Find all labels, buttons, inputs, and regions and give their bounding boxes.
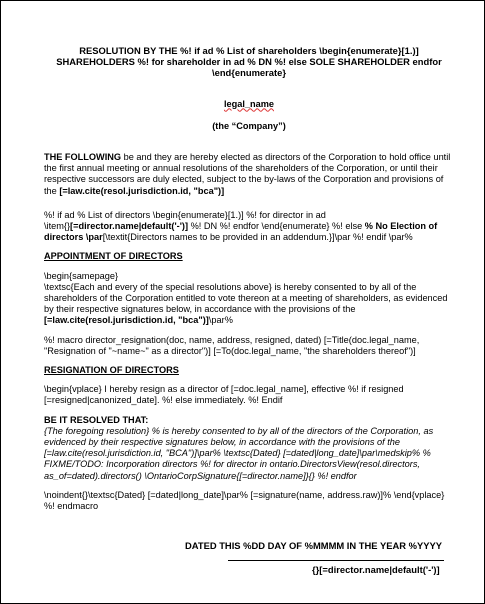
resolution-title (44, 45, 454, 79)
appointment-cite-tail: \par% (208, 315, 233, 326)
company-label: (the “Company”) (212, 120, 286, 131)
directors-block (44, 210, 454, 244)
director-signature-name: {}[=director.name|default('-')] (312, 564, 440, 575)
appointment-heading: APPOINTMENT OF DIRECTORS (44, 251, 183, 262)
directors-line-2e: [\textit{Directors names to be provided in an addendum.}]\par %! endif \par% (102, 232, 413, 243)
title-line-2: SHAREHOLDERS %! for shareholder in ad % DN %! else SOLE SHAREHOLDER endfor (56, 56, 442, 68)
resignation-heading: RESIGNATION OF DIRECTORS (44, 365, 179, 376)
directors-line-2a: \item{} (44, 221, 71, 232)
dated-line: DATED THIS %DD DAY OF %MMMM IN THE YEAR %YYYY (185, 540, 442, 551)
following-paragraph (44, 152, 454, 197)
following-lead: THE FOLLOWING (44, 152, 122, 163)
title-line-3: \end{enumerate} (212, 67, 286, 79)
directors-line-1: %! if ad % List of directors \begin{enumerate}[1.)] %! for director in ad (44, 209, 326, 220)
resolved-heading: BE IT RESOLVED THAT: (44, 414, 149, 425)
document-body (44, 45, 454, 512)
appointment-text: \textsc{Each and every of the special resolutions above} is hereby consented to by all of the shareholders of the Corporation entitled to vote thereon at a meeting of shareholders, as evidenced by their respective signatures below, in accordance with the provisions of the (44, 281, 448, 315)
appointment-begin: \begin{samepage} (44, 270, 119, 281)
directors-line-2c: %! DN %! endfor \end{enumerate} %! else (188, 221, 365, 232)
signature-line (228, 560, 444, 561)
following-text: be and they are hereby elected as directors of the Corporation to hold office until the first annual meeting or annual resolutions of the shareholders of the Corporation, or until their respective successors are duly elected, subject to the by-laws of the Corporation and provisions of the (44, 152, 451, 196)
noindent-block: \noindent{}\textsc{Dated} [=dated|long_date]\par% [=signature(name, address.raw)]% \end{vplace} %! endmacro (44, 489, 445, 512)
appointment-cite: [=law.cite(resol.jurisdiction.id, "bca")] (44, 315, 209, 326)
resignation-text: \begin{vplace} I hereby resign as a director of [=doc.legal_name], effective %! if resigned [=resigned|canonized_date]. %! else immediately. %! Endif (44, 384, 404, 406)
following-cite: [=law.cite(resol.jurisdiction.id, "bca")] (59, 185, 225, 196)
legal-name (44, 99, 454, 110)
no-election-label: % No Election of directors \par (44, 221, 438, 243)
resolved-italic-text: {The foregoing resolution} % is hereby consented to by all of the directors of the Corporation, as evidenced by their respective signatures below, in accordance with the provisions of the [=law.cite(resol.jurisdiction.id, "BCA")]\par% \textsc{Dated} [=dated|long_date]\par\medskip% % FIXME/TODO: Incorporation directors %! for director in ontario.DirectorsView(resol.directors, as_of=dated).directors() \OntarioCorpSignature{[=director.name]}{} %! endfor (44, 425, 434, 481)
appointment-paragraph (44, 282, 454, 327)
title-line-1: RESOLUTION BY THE %! if ad % List of shareholders \begin{enumerate}[1.)] (79, 45, 419, 56)
resignation-macro: %! macro director_resignation(doc, name, address, resigned, dated) [=Title(doc.legal_name, "Resignation of "~name~" as a director")] [=To(doc.legal_name, "the shareholders thereof")] (44, 334, 420, 356)
directors-name-field: [=director.name|default('-')] (70, 221, 189, 232)
legal-name-field: legal_name (223, 98, 275, 109)
